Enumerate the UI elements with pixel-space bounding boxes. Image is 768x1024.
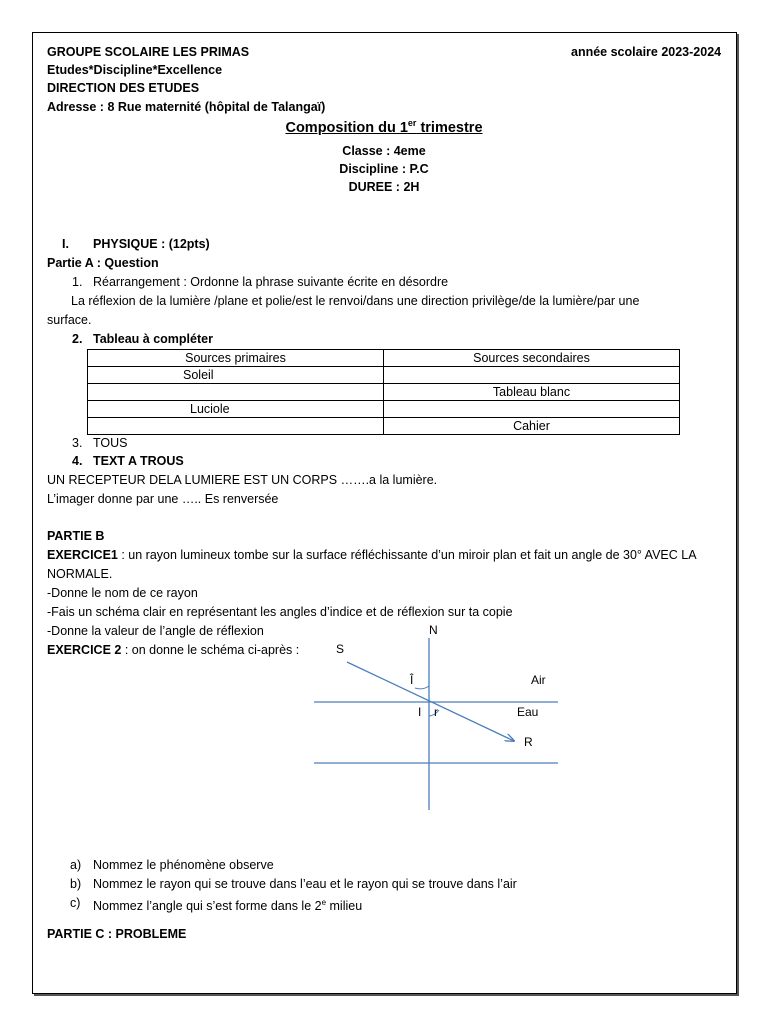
question-b: Nommez le rayon qui se trouve dans l’eau et le rayon qui se trouve dans l’air [93, 877, 517, 891]
exercise-1-question: -Donne le nom de ce rayon [47, 586, 198, 600]
label-s: S [336, 642, 345, 656]
question-number: 4. [72, 454, 83, 468]
question-4: TEXT A TROUS [93, 454, 184, 468]
question-letter: c) [70, 896, 81, 910]
exercise-1-question: -Fais un schéma clair en représentant les angles d’indice et de réflexion sur ta copie [47, 605, 513, 619]
address: Adresse : 8 Rue maternité (hôpital de Talangaï) [47, 100, 326, 114]
duration-label: DUREE : 2H [348, 180, 420, 194]
question-letter: a) [70, 858, 82, 872]
question-1: Réarrangement : Ordonne la phrase suivante écrite en désordre [93, 275, 449, 289]
exercise-1: EXERCICE1 : un rayon lumineux tombe sur la surface réfléchissante d’un miroir plan et fait un angle de 30° AVEC LA [47, 548, 697, 562]
school-name: GROUPE SCOLAIRE LES PRIMAS [47, 45, 250, 59]
fill-in-line-2: L’imager donne par une ….. Es renversée [47, 492, 279, 506]
part-a-heading: Partie A : Question [47, 256, 159, 270]
incidence-arc [415, 686, 429, 689]
shuffled-sentence: La réflexion de la lumière /plane et polie/est le renvoi/dans une direction privilège/de la lumière/par une [71, 294, 640, 308]
discipline-label: Discipline : P.C [339, 162, 429, 176]
section-title: PHYSIQUE : (12pts) [93, 237, 210, 251]
table-cell: Tableau blanc [384, 384, 680, 401]
table-cell: Luciole [88, 401, 384, 418]
question-2: Tableau à compléter [93, 332, 213, 346]
question-number: 1. [72, 275, 83, 289]
shuffled-sentence-end: surface. [47, 313, 92, 327]
table-cell: Cahier [384, 418, 680, 435]
exercise-2: EXERCICE 2 : on donne le schéma ci-après : [47, 643, 300, 657]
label-point-i: I [418, 705, 422, 719]
table-header: Sources secondaires [384, 350, 680, 367]
part-c-heading: PARTIE C : PROBLEME [47, 927, 187, 941]
question-number: 2. [72, 332, 83, 346]
direction-label: DIRECTION DES ETUDES [47, 81, 200, 95]
label-water: Eau [517, 705, 539, 719]
table-header: Sources primaires [88, 350, 384, 367]
exercise-1-question: -Donne la valeur de l’angle de réflexion [47, 624, 264, 638]
part-b-heading: PARTIE B [47, 529, 105, 543]
exam-title: Composition du 1er trimestre [285, 118, 483, 136]
school-motto: Etudes*Discipline*Excellence [47, 63, 223, 77]
question-3: TOUS [93, 436, 128, 450]
label-n: N [429, 623, 438, 637]
question-number: 3. [72, 436, 83, 450]
fill-in-line-1: UN RECEPTEUR DELA LUMIERE EST UN CORPS …….a la lumière. [47, 473, 438, 487]
table-cell: Soleil [88, 367, 384, 384]
section-number: I. [62, 237, 69, 251]
label-r: R [524, 735, 533, 749]
label-refraction-angle: r [434, 705, 438, 719]
exercise-1-cont: NORMALE. [47, 567, 113, 581]
question-c: Nommez l’angle qui s’est forme dans le 2e milieu [93, 898, 363, 914]
school-year: année scolaire 2023-2024 [571, 45, 722, 59]
question-a: Nommez le phénomène observe [93, 858, 274, 872]
class-label: Classe : 4eme [342, 144, 426, 158]
question-letter: b) [70, 877, 82, 891]
label-air: Air [531, 673, 546, 687]
label-incidence-angle: Î [410, 673, 414, 687]
